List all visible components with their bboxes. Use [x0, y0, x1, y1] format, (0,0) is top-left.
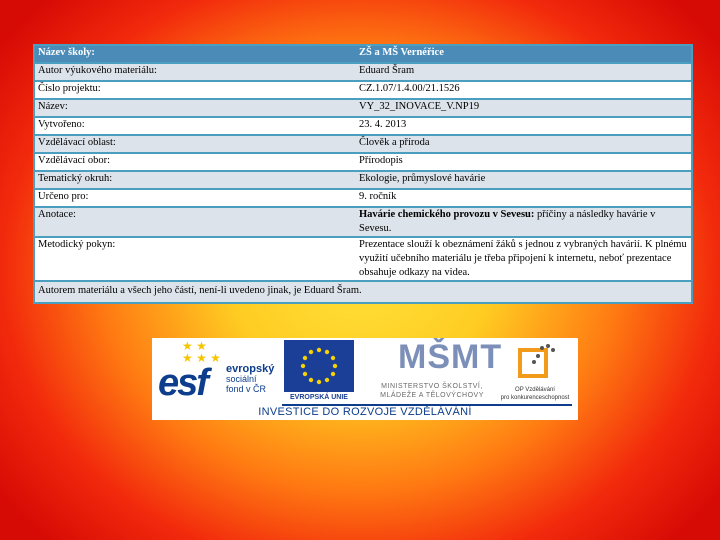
row-value: Člověk a příroda [353, 135, 692, 153]
anotace-row [34, 207, 692, 237]
op-vzdelavani-logo-icon [512, 342, 560, 386]
row-value: Ekologie, průmyslové havárie [353, 171, 692, 189]
row-value: 9. ročník [353, 189, 692, 207]
esf-line-3: fond v ČR [226, 384, 267, 394]
msmt-line-1: MINISTERSTVO ŠKOLSTVÍ, [381, 383, 483, 390]
info-row [34, 99, 692, 117]
row-label: Vzdělávací obor: [34, 153, 353, 171]
row-label: Autor výukového materiálu: [34, 63, 353, 81]
row-label: Číslo projektu: [34, 81, 353, 99]
op-line-2: pro konkurenceschopnost [500, 395, 570, 401]
op-logo-text [492, 386, 578, 402]
anotace-title: Havárie chemického provozu v Sevesu: [359, 209, 535, 220]
row-label: Vzdělávací oblast: [34, 135, 353, 153]
row-label: Vytvořeno: [34, 117, 353, 135]
row-label: Tematický okruh: [34, 171, 353, 189]
eu-funding-logo-strip [152, 338, 578, 420]
eu-flag-icon [284, 340, 354, 392]
metodicky-row [34, 237, 692, 281]
author-footer: Autorem materiálu a všech jeho částí, není-li uvedeno jinak, je Eduard Šram. [34, 281, 692, 303]
msmt-logo-letters: MŠMT [398, 338, 503, 376]
esf-line-2: sociální [226, 374, 257, 384]
info-row [34, 135, 692, 153]
row-value: CZ.1.07/1.4.00/21.1526 [353, 81, 692, 99]
info-row [34, 189, 692, 207]
row-value: Eduard Šram [353, 63, 692, 81]
info-row [34, 171, 692, 189]
footer-row [34, 281, 692, 303]
metodicky-value: Prezentace slouží k obeznámení žáků s jednou z vybraných havárií. K plnému využití učebního materiálu je třeba připojení k internetu, neboť prezentace obsahuje odkazy na videa. [353, 237, 692, 281]
esf-logo-word: esf [158, 362, 207, 404]
anotace-value [353, 207, 692, 237]
row-value: 23. 4. 2013 [353, 117, 692, 135]
row-value: ZŠ a MŠ Vernéřice [353, 45, 692, 63]
info-row [34, 117, 692, 135]
msmt-logo-text [362, 382, 502, 400]
esf-logo-text [226, 364, 286, 394]
esf-stars-icon: ★ ★ ★ ★ ★ [182, 339, 221, 365]
eu-caption: EVROPSKÁ UNIE [290, 394, 348, 401]
investice-slogan: INVESTICE DO ROZVOJE VZDĚLÁVÁNÍ [258, 406, 472, 418]
row-value: VY_32_INOVACE_V.NP19 [353, 99, 692, 117]
msmt-line-2: MLÁDEŽE A TĚLOVÝCHOVY [380, 392, 484, 399]
row-label: Název školy: [34, 45, 353, 63]
document-info-table [33, 44, 693, 304]
anotace-label: Anotace: [34, 207, 353, 237]
info-row [34, 45, 692, 63]
info-row [34, 81, 692, 99]
row-value: Přírodopis [353, 153, 692, 171]
info-row [34, 63, 692, 81]
metodicky-label: Metodický pokyn: [34, 237, 353, 281]
esf-line-1: evropský [226, 363, 275, 375]
anotace-text: příčiny a následky havárie v Sevesu. [359, 209, 656, 234]
info-row [34, 153, 692, 171]
row-label: Určeno pro: [34, 189, 353, 207]
row-label: Název: [34, 99, 353, 117]
op-line-1: OP Vzdělávání [515, 387, 555, 393]
